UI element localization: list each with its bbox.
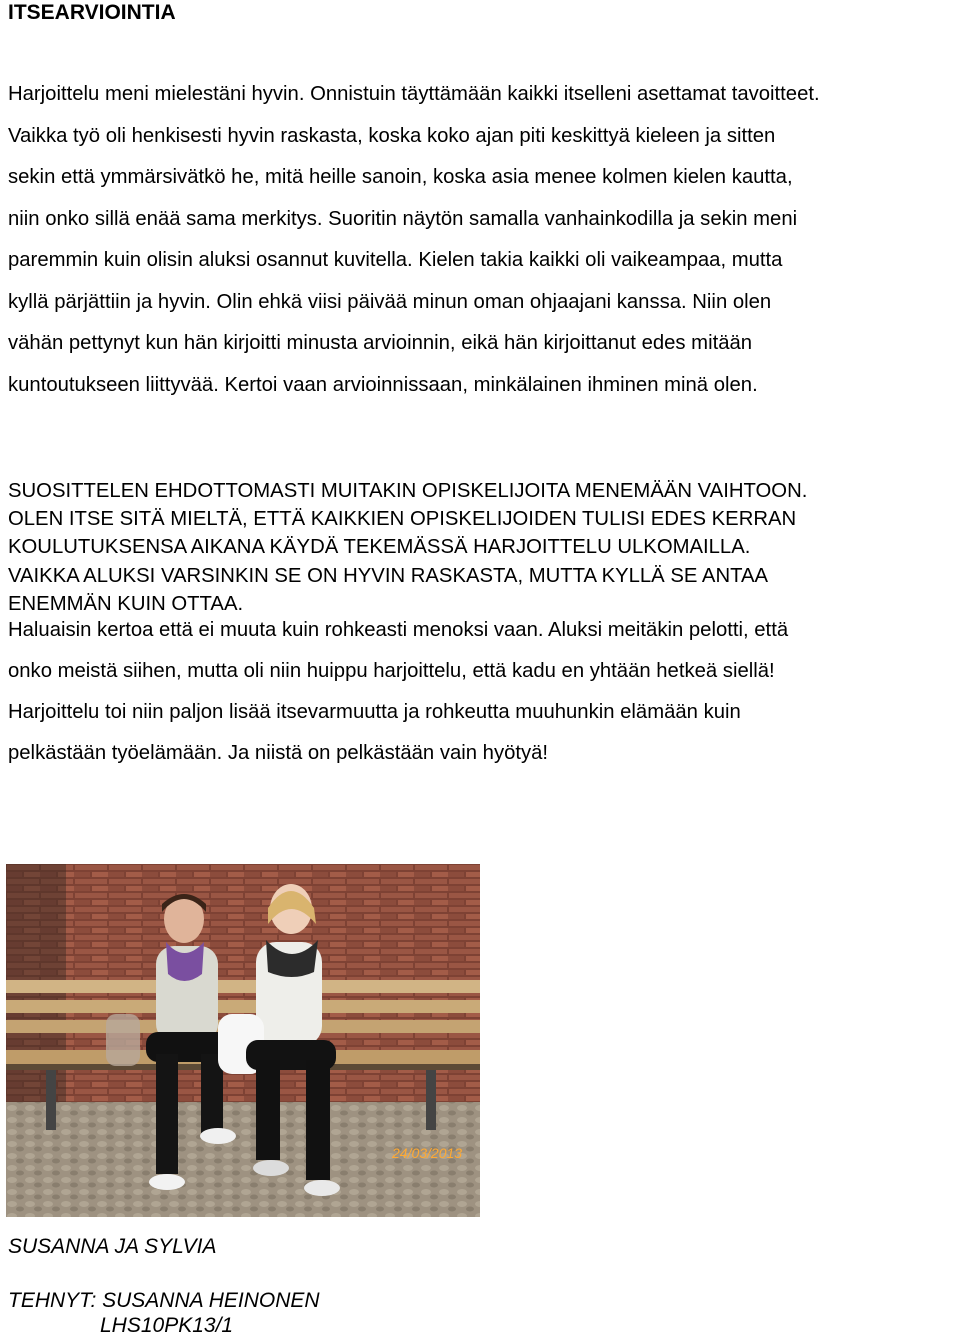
text-line: VAIKKA ALUKSI VARSINKIN SE ON HYVIN RASKASTA, MUTTA KYLLÄ SE ANTAA — [8, 564, 769, 587]
text-line: ENEMMÄN KUIN OTTAA. — [8, 592, 244, 615]
recommendation-paragraph — [8, 477, 958, 618]
text-line: niin onko sillä enää sama merkitys. Suoritin näytön samalla vanhainkodilla ja sekin meni — [8, 207, 798, 230]
text-line: OLEN ITSE SITÄ MIELTÄ, ETTÄ KAIKKIEN OPISKELIJOIDEN TULISI EDES KERRAN — [8, 508, 797, 531]
text-line: Haluaisin kertoa että ei muuta kuin rohkeasti menoksi vaan. Aluksi meitäkin pelotti, että — [8, 619, 789, 641]
text-line: KOULUTUKSENSA AIKANA KÄYDÄ TEKEMÄSSÄ HARJOITTELU ULKOMAILLA. — [8, 536, 751, 559]
text-line: Vaikka työ oli henkisesti hyvin raskasta, koska koko ajan piti keskittyä kieleen ja sitten — [8, 124, 776, 147]
text-line: Harjoittelu meni mielestäni hyvin. Onnistuin täyttämään kaikki itselleni asettamat tavoitteet. — [8, 83, 820, 105]
document-title: ITSEARVIOINTIA — [8, 1, 176, 24]
text-line: paremmin kuin olisin aluksi osannut kuvitella. Kielen takia kaikki oli vaikeampaa, mutta — [8, 249, 783, 271]
text-line: kuntoutukseen liittyvää. Kertoi vaan arvioinnissaan, minkälainen ihminen minä olen. — [8, 373, 758, 396]
group-code: LHS10PK13/1 — [100, 1314, 234, 1337]
self-assessment-paragraph — [8, 74, 958, 406]
author-line: TEHNYT: SUSANNA HEINONEN — [8, 1289, 320, 1312]
encouragement-paragraph — [8, 610, 958, 774]
text-line: Harjoittelu toi niin paljon lisää itsevarmuutta ja rohkeutta muuhunkin elämään kuin — [8, 701, 741, 723]
text-line: pelkästään työelämään. Ja niistä on pelkästään vain hyötyä! — [8, 742, 549, 764]
photo-caption: SUSANNA JA SYLVIA — [8, 1235, 217, 1258]
photo-date-stamp: 24/03/2013 — [392, 1145, 463, 1161]
text-line: kyllä pärjättiin ja hyvin. Olin ehkä viisi päivää minun oman ohjaajani kanssa. Niin olen — [8, 290, 772, 313]
text-line: onko meistä siihen, mutta oli niin huippu harjoittelu, että kadu en yhtään hetkeä siellä! — [8, 660, 775, 682]
text-line: SUOSITTELEN EHDOTTOMASTI MUITAKIN OPISKELIJOITA MENEMÄÄN VAIHTOON. — [8, 480, 808, 502]
text-line: sekin että ymmärsivätkö he, mitä heille sanoin, koska asia menee kolmen kielen kautta, — [8, 166, 793, 188]
text-line: vähän pettynyt kun hän kirjoitti minusta arvioinnin, eikä hän kirjoittanut edes mitään — [8, 332, 753, 354]
photo-two-women-on-bench — [6, 864, 480, 1217]
